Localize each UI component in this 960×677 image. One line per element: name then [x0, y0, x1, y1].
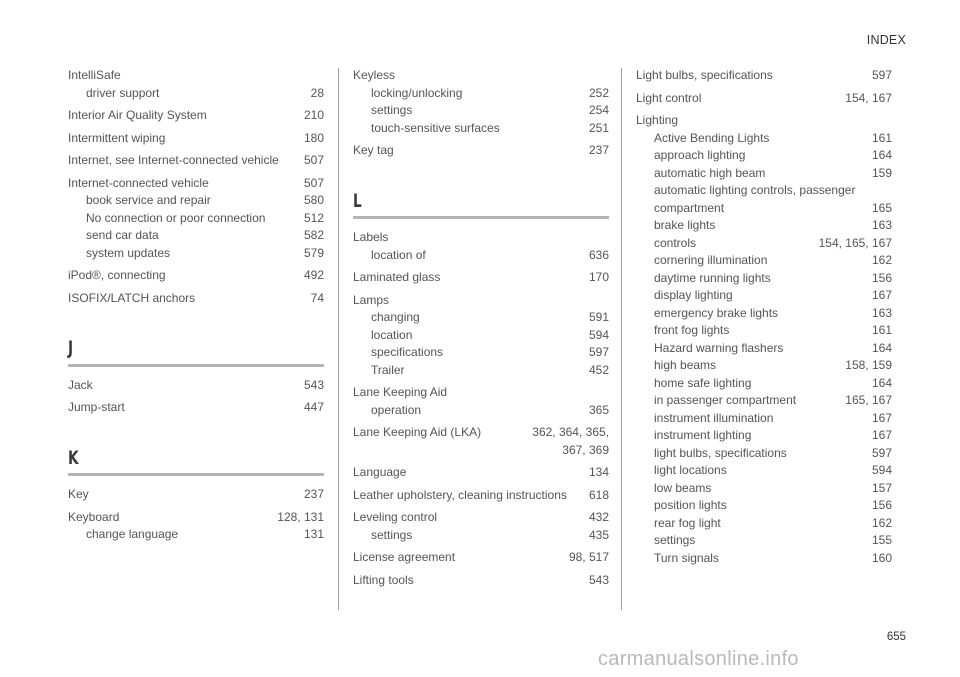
index-page-ref[interactable]: 582 [303, 228, 324, 242]
index-subterm: automatic lighting controls, passenger [654, 183, 856, 197]
index-subentry [353, 247, 609, 265]
index-subentry [68, 526, 324, 544]
index-column-2 [353, 67, 609, 589]
index-subentry [353, 527, 609, 545]
index-page-ref[interactable]: 492 [303, 268, 324, 282]
index-entry [353, 142, 609, 160]
index-term: Keyless [353, 68, 396, 82]
index-subterm: system updates [86, 245, 171, 260]
index-page-ref[interactable]: 180 [303, 130, 324, 145]
index-page-ref[interactable]: 591 [588, 310, 609, 324]
index-entry-row [68, 399, 324, 417]
index-entry-row [353, 67, 609, 85]
index-entry-row [68, 152, 324, 170]
index-subentry [353, 402, 609, 420]
index-page-ref[interactable]: 131 [303, 527, 324, 541]
index-term: Intermittent wiping [68, 130, 166, 145]
watermark: carmanualsonline.info [598, 648, 799, 670]
index-term: Lifting tools [353, 572, 414, 587]
index-page-ref[interactable]: 452 [588, 362, 609, 377]
index-page-ref[interactable]: 543 [588, 572, 609, 587]
index-entry-row [68, 377, 324, 395]
index-term: Light control [636, 90, 702, 105]
index-subentry [636, 182, 892, 200]
index-subentry [636, 252, 892, 270]
index-entry-row [353, 487, 609, 505]
section-letter: K [68, 446, 79, 469]
index-entry-row [353, 292, 609, 310]
index-term: Key [68, 487, 89, 501]
index-entry-row [353, 269, 609, 287]
index-entry [68, 130, 324, 148]
index-term: License agreement [353, 550, 456, 564]
index-entry [353, 487, 609, 505]
index-page-ref[interactable]: 157 [871, 480, 892, 495]
index-page-ref[interactable]: 154, 167 [845, 90, 892, 105]
index-subterm: send car data [86, 228, 159, 242]
index-term: Lane Keeping Aid (LKA) [353, 425, 482, 439]
index-subentry [353, 327, 609, 345]
section-letter-heading [68, 337, 324, 367]
index-page-ref[interactable]: 156 [871, 270, 892, 285]
index-subentry [68, 192, 324, 210]
index-subterm: approach lighting [654, 148, 746, 162]
index-subterm: rear fog light [654, 515, 721, 530]
section-letter-heading [68, 447, 324, 477]
index-subterm: brake lights [654, 218, 716, 232]
index-entry [353, 424, 609, 459]
index-term: Lighting [636, 113, 679, 127]
index-entry [68, 399, 324, 417]
index-subterm: front fog lights [654, 323, 730, 337]
index-page-ref[interactable]: 162 [871, 515, 892, 530]
index-subentry [353, 344, 609, 362]
index-subterm: change language [86, 527, 179, 541]
index-page-ref[interactable]: 618 [588, 487, 609, 502]
index-page-ref[interactable]: 543 [303, 377, 324, 392]
index-page-ref[interactable]: 594 [588, 327, 609, 342]
index-term: Internet, see Internet-connected vehicle [68, 153, 279, 167]
index-subterm: settings [371, 527, 413, 542]
index-entry [68, 107, 324, 125]
index-term: Labels [353, 230, 389, 244]
index-entry-row [68, 267, 324, 285]
index-entry [68, 290, 324, 308]
index-entry [68, 67, 324, 102]
index-entry [68, 486, 324, 504]
index-term: Jump-start [68, 400, 125, 414]
index-subentry [636, 287, 892, 305]
index-page-ref[interactable]: 254 [588, 103, 609, 117]
index-subterm: Turn signals [654, 550, 719, 565]
index-page-ref[interactable]: 636 [588, 247, 609, 262]
index-subterm: locking/unlocking [371, 85, 463, 100]
index-subterm: settings [371, 103, 413, 117]
index-page-ref[interactable]: 167 [871, 288, 892, 302]
index-page-ref[interactable]: 165, 167 [845, 393, 892, 407]
index-subterm: home safe lighting [654, 375, 752, 390]
index-term: ISOFIX/LATCH anchors [68, 290, 196, 305]
index-subterm: specifications [371, 345, 444, 359]
index-subentry [636, 357, 892, 375]
index-page-ref[interactable]: 447 [303, 400, 324, 414]
index-page-ref[interactable]: 164 [871, 340, 892, 355]
index-subentry [636, 235, 892, 253]
index-entry [68, 152, 324, 170]
index-page-ref[interactable]: 161 [871, 130, 892, 145]
index-page-ref[interactable]: 597 [871, 68, 892, 82]
index-page-ref[interactable]: 160 [871, 550, 892, 565]
index-subentry [636, 480, 892, 498]
index-page-ref[interactable]: 159 [871, 165, 892, 180]
index-page-ref[interactable]: 580 [303, 193, 324, 207]
index-term: IntelliSafe [68, 68, 121, 82]
index-entry [353, 384, 609, 419]
index-entry [353, 229, 609, 264]
index-page-ref[interactable]: 165 [871, 200, 892, 215]
index-subterm: light locations [654, 463, 727, 477]
index-entry-row [68, 509, 324, 527]
page-header: INDEX [866, 33, 906, 47]
index-subentry [636, 130, 892, 148]
index-page-ref[interactable]: 134 [588, 465, 609, 479]
index-term: Light bulbs, specifications [636, 68, 773, 82]
index-subterm: location [371, 327, 413, 342]
index-subentry [353, 309, 609, 327]
index-page-ref[interactable]: 98, 517 [568, 550, 609, 564]
index-page-ref[interactable]: 594 [871, 463, 892, 477]
index-subentry [68, 227, 324, 245]
index-page-ref[interactable]: 74 [310, 290, 324, 305]
index-subterm: instrument illumination [654, 410, 774, 425]
index-subterm: settings [654, 533, 696, 547]
index-subterm: touch-sensitive surfaces [371, 120, 500, 135]
index-page-ref[interactable]: 597 [871, 445, 892, 460]
index-page-ref[interactable]: 432 [588, 510, 609, 524]
index-page-ref[interactable]: 161 [871, 323, 892, 337]
index-subentry [636, 147, 892, 165]
index-subentry [636, 515, 892, 533]
section-letter-heading [353, 190, 609, 220]
index-page-ref[interactable]: 164 [871, 375, 892, 390]
index-page-ref[interactable]: 163 [871, 218, 892, 232]
index-term: Jack [68, 377, 93, 392]
index-column-1 [68, 67, 324, 544]
index-page-ref[interactable]: 164 [871, 148, 892, 162]
index-entry [636, 112, 892, 567]
index-page-ref[interactable]: 579 [303, 245, 324, 260]
index-term: Interior Air Quality System [68, 108, 207, 122]
index-subterm: changing [371, 310, 420, 324]
index-page-ref[interactable]: 128, 131 [277, 509, 324, 524]
page-number: 655 [886, 631, 906, 643]
index-entry [636, 90, 892, 108]
index-subentry [636, 270, 892, 288]
index-subentry [636, 445, 892, 463]
index-subterm: daytime running lights [654, 270, 771, 285]
index-entry [353, 269, 609, 287]
index-subentry [636, 200, 892, 218]
index-term: iPod®, connecting [68, 268, 166, 282]
index-entry-row [68, 175, 324, 193]
index-page-ref[interactable]: 163 [871, 305, 892, 320]
index-page-ref[interactable]: 158, 159 [845, 358, 892, 372]
index-page-ref[interactable]: 156 [871, 498, 892, 512]
section-rule [68, 364, 324, 367]
index-entry-row [353, 572, 609, 590]
index-subentry [636, 497, 892, 515]
index-subentry [353, 362, 609, 380]
index-page-ref[interactable]: 170 [588, 270, 609, 284]
index-page-ref[interactable]: 597 [588, 345, 609, 359]
index-subentry [636, 462, 892, 480]
index-term: Internet-connected vehicle [68, 175, 209, 190]
index-subentry [636, 340, 892, 358]
index-entry-row [636, 67, 892, 85]
index-page-ref-continued[interactable]: 367, 369 [562, 442, 609, 457]
index-subentry [636, 550, 892, 568]
index-subterm: low beams [654, 480, 712, 495]
index-subterm: controls [654, 235, 697, 250]
index-page-ref[interactable]: 507 [303, 153, 324, 167]
index-entry-row [353, 424, 609, 442]
index-subterm: position lights [654, 498, 727, 512]
index-subterm: location of [371, 247, 426, 262]
index-subterm: cornering illumination [654, 253, 768, 267]
index-entry-row [68, 130, 324, 148]
index-page-ref[interactable]: 507 [303, 175, 324, 190]
index-subentry [68, 85, 324, 103]
index-entry [68, 377, 324, 395]
index-entry [353, 67, 609, 137]
column-divider [338, 68, 339, 610]
index-page-ref[interactable]: 362, 364, 365, [532, 425, 609, 439]
index-subentry [353, 85, 609, 103]
index-entry [353, 292, 609, 380]
index-subentry [636, 375, 892, 393]
section-rule [68, 473, 324, 476]
index-page-ref[interactable]: 210 [303, 108, 324, 122]
index-subentry [68, 210, 324, 228]
index-subterm: operation [371, 402, 422, 417]
index-entry-row [68, 290, 324, 308]
index-term: Lamps [353, 292, 390, 307]
index-subentry [636, 532, 892, 550]
index-subterm: in passenger compartment [654, 393, 797, 407]
index-subentry [636, 305, 892, 323]
index-subterm: driver support [86, 85, 160, 100]
section-rule [353, 216, 609, 219]
index-subentry [68, 245, 324, 263]
index-page-ref[interactable]: 155 [871, 533, 892, 547]
index-page-ref[interactable]: 237 [588, 143, 609, 157]
index-subentry [636, 217, 892, 235]
index-entry-row [353, 509, 609, 527]
index-entry-row [353, 142, 609, 160]
index-entry [68, 509, 324, 544]
index-page-ref[interactable]: 154, 165, 167 [818, 235, 892, 250]
index-subterm: Hazard warning flashers [654, 340, 784, 355]
index-page-ref[interactable]: 365 [588, 402, 609, 417]
index-entry [636, 67, 892, 85]
index-entry-row [68, 486, 324, 504]
index-subentry [636, 165, 892, 183]
index-page-ref[interactable]: 435 [588, 527, 609, 542]
index-term: Keyboard [68, 509, 120, 524]
index-subterm: Active Bending Lights [654, 130, 770, 145]
index-term: Leather upholstery, cleaning instructions [353, 487, 567, 502]
index-page-ref[interactable]: 167 [871, 428, 892, 442]
index-term: Laminated glass [353, 270, 441, 284]
index-entry-row [68, 67, 324, 85]
index-page-ref[interactable]: 162 [871, 253, 892, 267]
index-page-ref[interactable]: 252 [588, 85, 609, 100]
index-subterm: high beams [654, 358, 717, 372]
index-subentry [636, 322, 892, 340]
index-page-ref[interactable]: 28 [310, 85, 324, 100]
index-entry [353, 549, 609, 567]
index-subterm: compartment [654, 200, 725, 215]
index-entry [68, 175, 324, 263]
index-entry [68, 267, 324, 285]
index-term: Leveling control [353, 510, 438, 524]
index-subterm: instrument lighting [654, 428, 752, 442]
index-entry-row [68, 107, 324, 125]
section-letter: L [353, 189, 362, 212]
index-subentry [353, 102, 609, 120]
index-entry-row [353, 549, 609, 567]
index-term: Key tag [353, 143, 394, 157]
index-entry-row [636, 112, 892, 130]
index-subterm: light bulbs, specifications [654, 445, 787, 460]
index-page-ref[interactable]: 512 [303, 210, 324, 225]
index-term: Lane Keeping Aid [353, 385, 448, 399]
index-entry [353, 572, 609, 590]
index-column-3 [636, 67, 892, 567]
index-subterm: No connection or poor connection [86, 210, 266, 225]
index-term: Language [353, 465, 407, 479]
index-subterm: display lighting [654, 288, 733, 302]
index-subterm: automatic high beam [654, 165, 766, 180]
index-subentry [636, 427, 892, 445]
index-page-ref[interactable]: 237 [303, 487, 324, 501]
column-divider [621, 68, 622, 610]
index-subentry [353, 120, 609, 138]
index-subentry [636, 410, 892, 428]
index-page-ref[interactable]: 167 [871, 410, 892, 425]
index-subterm: book service and repair [86, 193, 211, 207]
index-entry-row [353, 464, 609, 482]
index-entry-row [353, 229, 609, 247]
index-page-ref[interactable]: 251 [588, 120, 609, 135]
index-entry-row [353, 384, 609, 402]
index-entry [353, 509, 609, 544]
index-subterm: emergency brake lights [654, 305, 779, 320]
index-subentry [636, 392, 892, 410]
section-letter: J [68, 337, 74, 359]
index-entry [353, 464, 609, 482]
index-entry-row [636, 90, 892, 108]
index-subterm: Trailer [371, 362, 405, 377]
